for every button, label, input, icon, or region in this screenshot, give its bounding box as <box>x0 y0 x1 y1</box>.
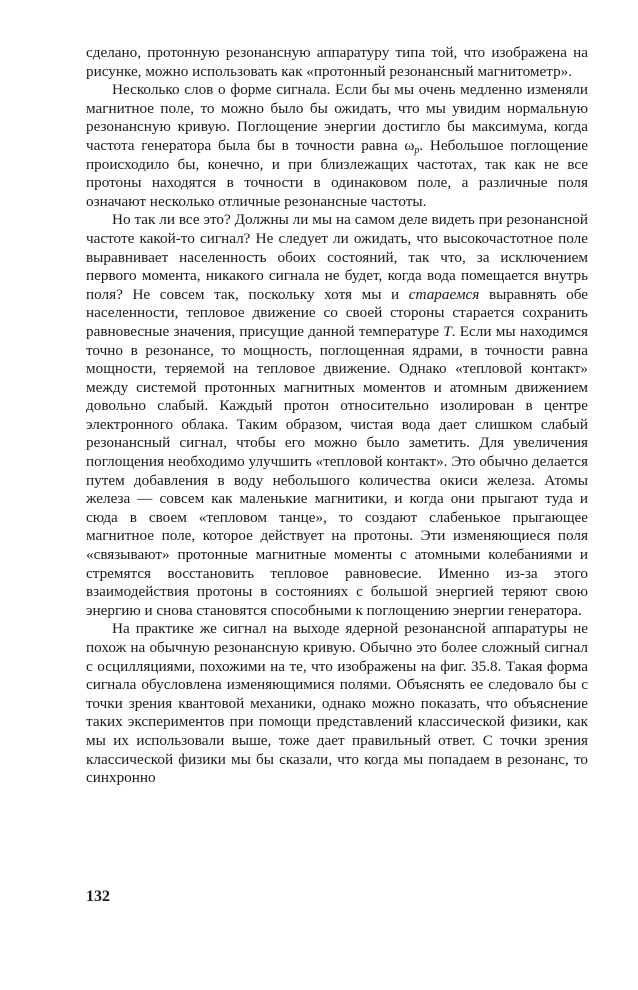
omega-subscript: p <box>414 144 420 156</box>
omega-symbol: ω <box>404 136 415 154</box>
page-number: 132 <box>86 888 110 905</box>
paragraph-3-text-middle: выравнять обе населенности, тепловое движение со своей стороны старается сохранить равновесные значения, присущие данной температуре <box>86 285 588 340</box>
paragraph-3-text-after: . Если мы находимся точно в резонансе, то мощность, поглощенная ядрами, в точности равна мощности, теряемой на тепловое движение. Однако «тепловой контакт» между системой протонных магнитных моментов и атомным движением довольно слабый. Каждый протон относительно изолирован в центре электронного облака. Таким образом, чистая вода дает слишком слабый резонансный сигнал, чтобы его можно было заметить. Для увеличения поглощения необходимо улучшить «тепловой контакт». Это обычно делается путем добавления в воду небольшого количества окиси железа. Атомы железа — совсем как маленькие магнитики, и когда они прыгают туда и сюда в своем «тепловом танце», то создают слабенькое прыгающее магнитное поле, которое действует на протоны. Эти изменяющиеся поля «связывают» протонные магнитные моменты с атомными колебаниями и стремятся восстановить тепловое равновесие. Именно из-за этого взаимодействия протоны в состояниях с большой энергией теряют свою энергию и снова становятся способными к поглощению энергии генератора. <box>86 322 588 619</box>
temperature-variable: T <box>443 322 452 340</box>
paragraph-2-text-after: . Небольшое поглощение происходило бы, конечно, и при близлежащих частотах, так как не все протоны находятся в точности в одинаковом поле, а различные поля означают несколько отличные резонансные частоты. <box>86 136 588 210</box>
paragraph-2 <box>86 81 588 211</box>
paragraph-3 <box>86 211 588 620</box>
paragraph-1-text: сделано, протонную резонансную аппаратуру типа той, что изображена на рисунке, можно использовать как «протонный резонансный магнитометр». <box>86 44 588 80</box>
paragraph-4-text: На практике же сигнал на выходе ядерной резонансной аппаратуры не похож на обычную резонансную кривую. Обычно это более сложный сигнал с осцилляциями, похожими на те, что изображены на фиг. 35.8. Такая форма сигнала обусловлена изменяющимися полями. Объяснять ее следовало бы с точки зрения квантовой механики, однако можно показать, что объяснение таких экспериментов при помощи представлений классической физики, как мы их использовали выше, тоже дает правильный ответ. С точки зрения классической физики мы бы сказали, что когда мы попадаем в резонанс, то синхронно <box>86 620 588 787</box>
paragraph-3-text-before: Но так ли все это? Должны ли мы на самом деле видеть при резонансной частоте какой-то сигнал? Не следует ли ожидать, что высокочастотное поле выравнивает населенность обоих состояний, так что, за исключением первого момента, никакого сигнала не будет, когда вода помещается внутрь поля? Не совсем так, поскольку хотя мы и <box>86 211 588 303</box>
paragraph-1 <box>86 44 588 81</box>
paragraph-2-text-before: Несколько слов о форме сигнала. Если бы мы очень медленно изменяли магнитное поле, то можно было бы ожидать, что мы увидим нормальную резонансную кривую. Поглощение энергии достигло бы максимума, когда частота генератора была бы в точности равна <box>86 81 588 154</box>
page-body <box>86 44 588 788</box>
paragraph-4 <box>86 620 588 787</box>
emphasized-word: стараемся <box>408 285 480 303</box>
